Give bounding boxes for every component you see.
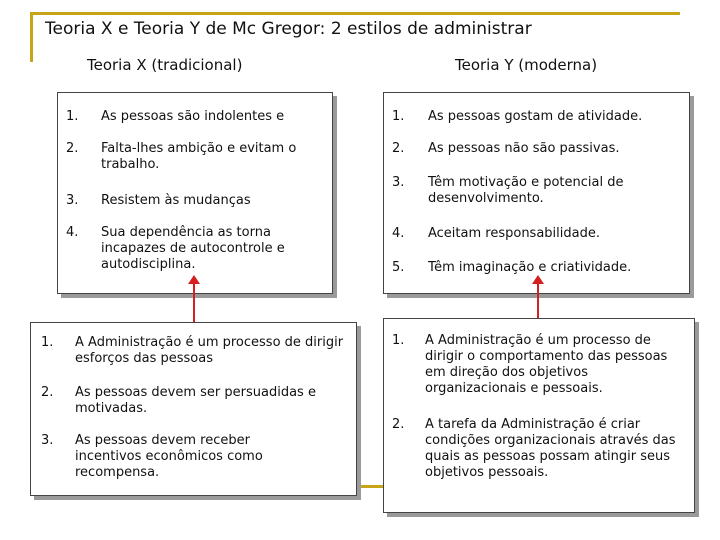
theory-y-heading: Teoria Y (moderna) — [455, 56, 598, 74]
title-left-rule — [30, 12, 33, 62]
title-frame — [30, 12, 680, 62]
arrow-shaft-right — [537, 282, 539, 322]
theory-y-assumptions-box: 1. As pessoas gostam de atividade. 2. As pessoas não são passivas. 3. Têm motivação e potencial de desenvolvimento. 4. Aceitam responsabilidade. 5. Têm imaginação e criatividade. — [383, 92, 690, 294]
title-top-rule — [30, 12, 680, 15]
arrow-shaft-left — [193, 282, 195, 322]
up-arrow-icon — [532, 275, 544, 284]
theory-x-implications-box: 1. A Administração é um processo de dirigir esforços das pessoas 2. As pessoas devem ser persuadidas e motivadas. 3. As pessoas devem receber incentivos econômicos como recompensa. — [30, 322, 357, 496]
theory-x-assumptions-box: 1. As pessoas são indolentes e 2. Falta-lhes ambição e evitam o trabalho. 3. Resistem às mudanças 4. Sua dependência as torna incapazes de autocontrole e autodisciplina. — [57, 92, 333, 294]
up-arrow-icon — [188, 275, 200, 284]
theory-x-heading: Teoria X (tradicional) — [87, 56, 243, 74]
theory-y-implications-box: 1. A Administração é um processo de dirigir o comportamento das pessoas em direção dos objetivos organizacionais e pessoais. 2. A tarefa da Administração é criar condições organizacionais através das quais as pessoas possam atingir seus objetivos pessoais. — [383, 318, 695, 513]
page-title: Teoria X e Teoria Y de Mc Gregor: 2 estilos de administrar — [45, 19, 532, 39]
